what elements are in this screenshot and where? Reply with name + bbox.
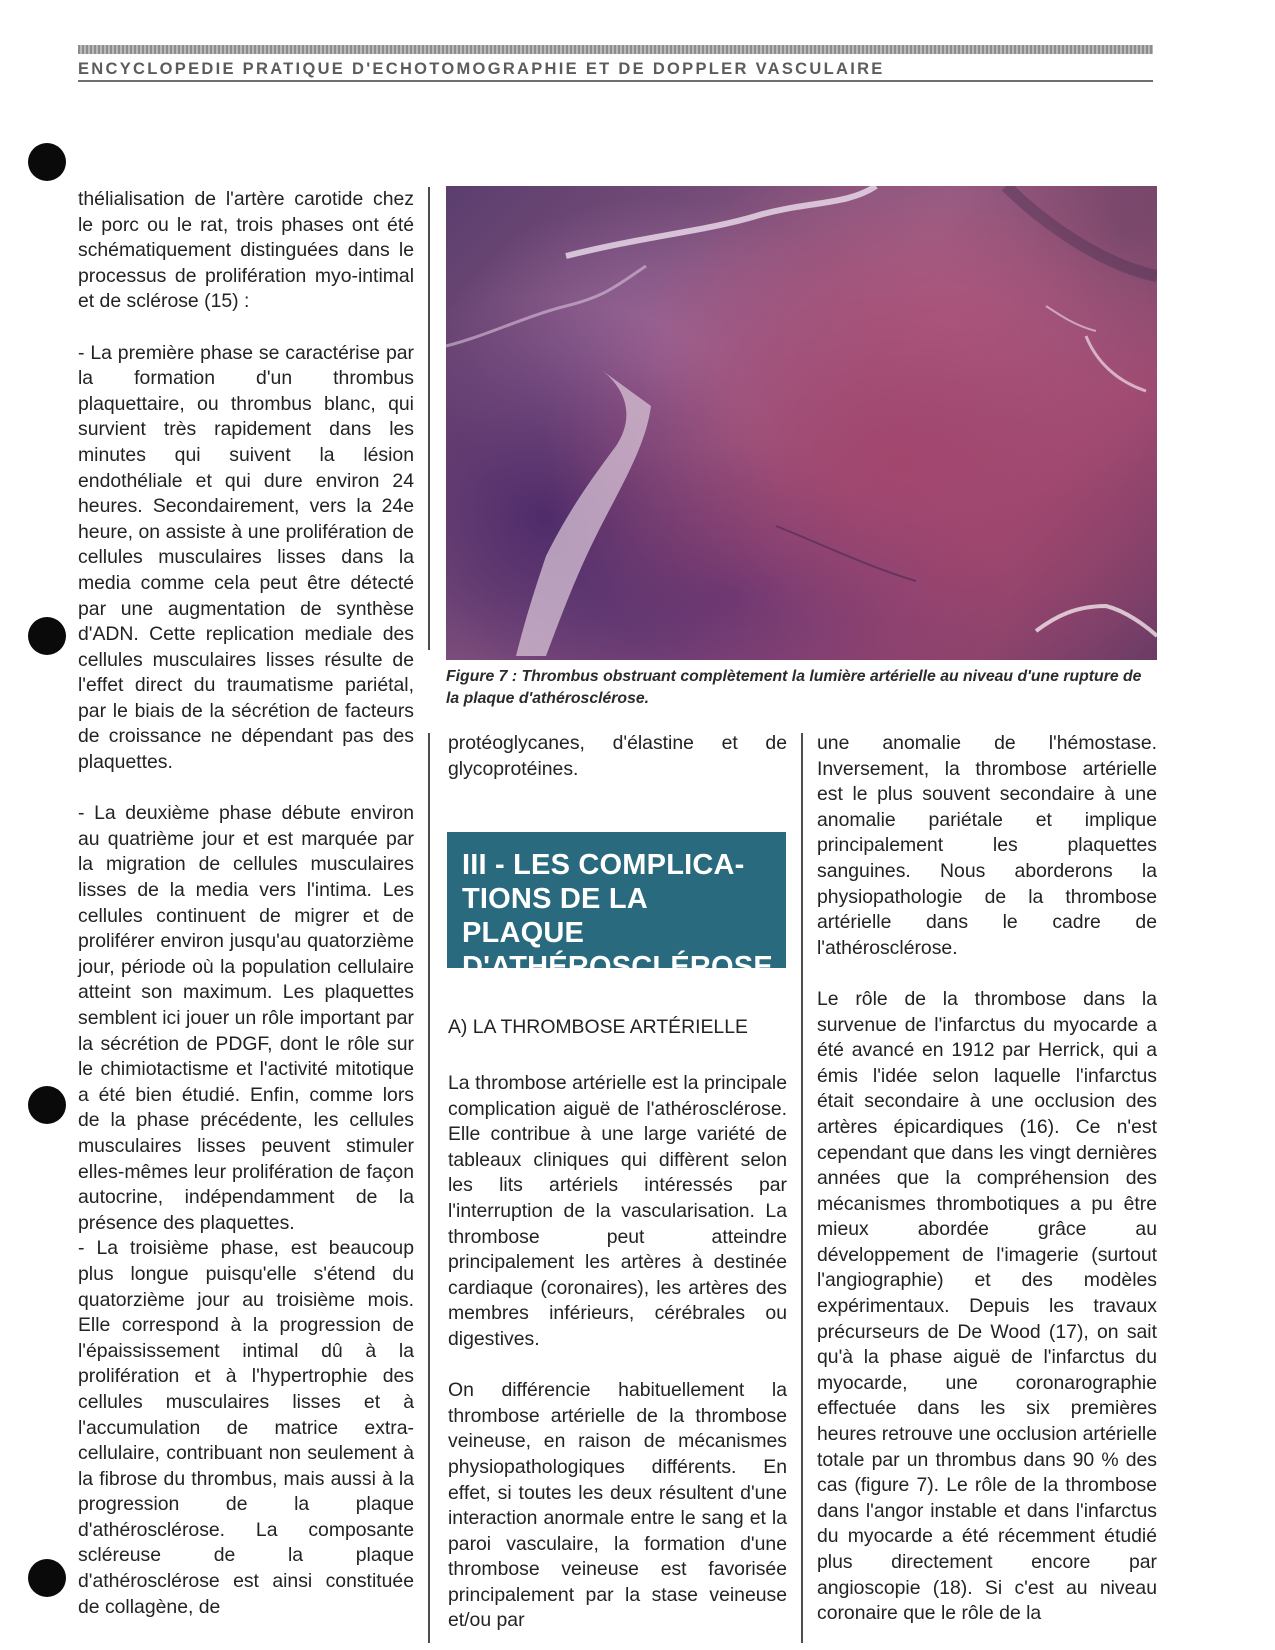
paragraph: - La deuxième phase débute environ au quatrième jour et est marquée par la migration de cellules musculaires lisses de la media vers l'intima. Les cellules continuent de migrer et de proliférer environ jusqu'au quatorzième jour, période où la population cellulaire atteint son maximum. Les plaquettes semblent ici jouer un rôle important par la sécrétion de PDGF, dont le rôle sur le chimiotactisme et l'activité mitotique a été bien étudié. Enfin, comme lors de la phase précédente, les cellules musculaires lisses peuvent stimuler elles-mêmes leur prolifération de façon autocrine, indépendamment de la présence des plaquettes. (78, 802, 414, 1234)
column-rule (428, 733, 430, 1643)
binder-hole (28, 1086, 66, 1124)
middle-column-intro (448, 731, 787, 782)
header-title: ENCYCLOPEDIE PRATIQUE D'ECHOTOMOGRAPHIE ET DE DOPPLER VASCULAIRE (78, 60, 885, 78)
binder-hole (28, 143, 66, 181)
paragraph: une anomalie de l'hémostase. Inversement, la thrombose artérielle est le plus souvent secondaire à une anomalie pariétale et implique principalement les plaquettes sanguines. Nous aborderons la physiopathologie de la thrombose artérielle dans le cadre de l'athérosclérose. (817, 732, 1157, 959)
paragraph: La thrombose artérielle est la principale complication aiguë de l'athérosclérose. Elle contribue à une large variété de tableaux cliniques qui diffèrent selon les lits artériels intéressés par l'interruption de la vascularisation. La thrombose peut atteindre principalement les artères à destinée cardiaque (coronaires), les artères des membres inférieurs, cérébrales ou digestives. (448, 1072, 787, 1350)
left-column (78, 187, 414, 1620)
paragraph: thélialisation de l'artère carotide chez le porc ou le rat, trois phases ont été schématiquement distinguées dans le processus de prolifération myo-intimal et de sclérose (15) : (78, 188, 414, 313)
column-rule (428, 187, 430, 650)
figure-photo (446, 186, 1157, 660)
middle-column (448, 1071, 787, 1634)
figure-caption: Figure 7 : Thrombus obstruant complètement la lumière artérielle au niveau d'une rupture de la plaque d'athérosclérose. (446, 668, 1142, 707)
right-column (817, 731, 1157, 1627)
column-rule (801, 733, 803, 1643)
micrograph-texture (446, 186, 1157, 660)
paragraph: protéoglycanes, d'élastine et de glycoprotéines. (448, 732, 787, 780)
paragraph: On différencie habituellement la thrombose artérielle de la thrombose veineuse, en raison de mécanismes physiopathologiques différents. En effet, si toutes les deux résultent d'une interaction anormale entre le sang et la paroi vasculaire, la formation d'une thrombose veineuse est favorisée principalement par la stase veineuse et/ou par (448, 1379, 787, 1632)
binder-hole (28, 1559, 66, 1597)
header-rule (78, 80, 1153, 82)
binder-hole (28, 617, 66, 655)
paragraph: Le rôle de la thrombose dans la survenue de l'infarctus du myocarde a été avancé en 1912 par Herrick, qui a émis l'idée selon laquelle l'infarctus était secondaire à une occlusion des artères épicardiques (16). Ce n'est cependant que dans les vingt dernières années que la compréhension des mécanismes thrombotiques a pu être mieux abordée grâce au développement de l'imagerie (surtout l'angiographie) et des modèles expérimentaux. Depuis les travaux précurseurs de De Wood (17), on sait qu'à la phase aiguë de l'infarctus du myocarde, une coronarographie effectuée dans les six premières heures retrouve une occlusion artérielle totale par un thrombus dans 90 % des cas (figure 7). Le rôle de la thrombose dans l'angor instable et dans l'infarctus du myocarde a été récemment étudié plus directement encore par angioscopie (18). Si c'est au niveau coronaire que le rôle de la (817, 987, 1157, 1625)
paragraph: - La première phase se caractérise par la formation d'un thrombus plaquettaire, ou thrombus blanc, qui survient très rapidement dans les minutes qui suivent la lésion endothéliale et qui dure environ 24 heures. Secondairement, vers la 24e heure, on assiste à une prolifération de cellules musculaires lisses dans la media comme cela peut être détecté par une augmentation de synthèse d'ADN. Cette replication mediale des cellules musculaires lisses résulte de l'effet direct du traumatisme pariétal, par le biais de la sécrétion de facteurs de croissance ne dépendant pas des plaquettes. (78, 341, 414, 774)
paragraph: - La troisième phase, est beaucoup plus longue puisqu'elle s'étend du quatorzième jour au troisième mois. Elle correspond à la progression de l'épaississement intimal dû à la prolifération et à l'hypertrophie des cellules musculaires lisses et à l'accumulation de matrice extra-cellulaire, contribuant non seulement à la fibrose du thrombus, mais aussi à la progression de la plaque d'athérosclérose. La composante scléreuse de la plaque d'athérosclérose est ainsi constituée de collagène, de (78, 1237, 414, 1618)
section-heading: III - LES COMPLICA- TIONS DE LA PLAQUE D'ATHÉROSCLÉROSE (462, 849, 773, 983)
section-heading-box (447, 832, 786, 983)
subsection-heading: A) LA THROMBOSE ARTÉRIELLE (448, 1016, 748, 1038)
header-band (78, 45, 1153, 54)
